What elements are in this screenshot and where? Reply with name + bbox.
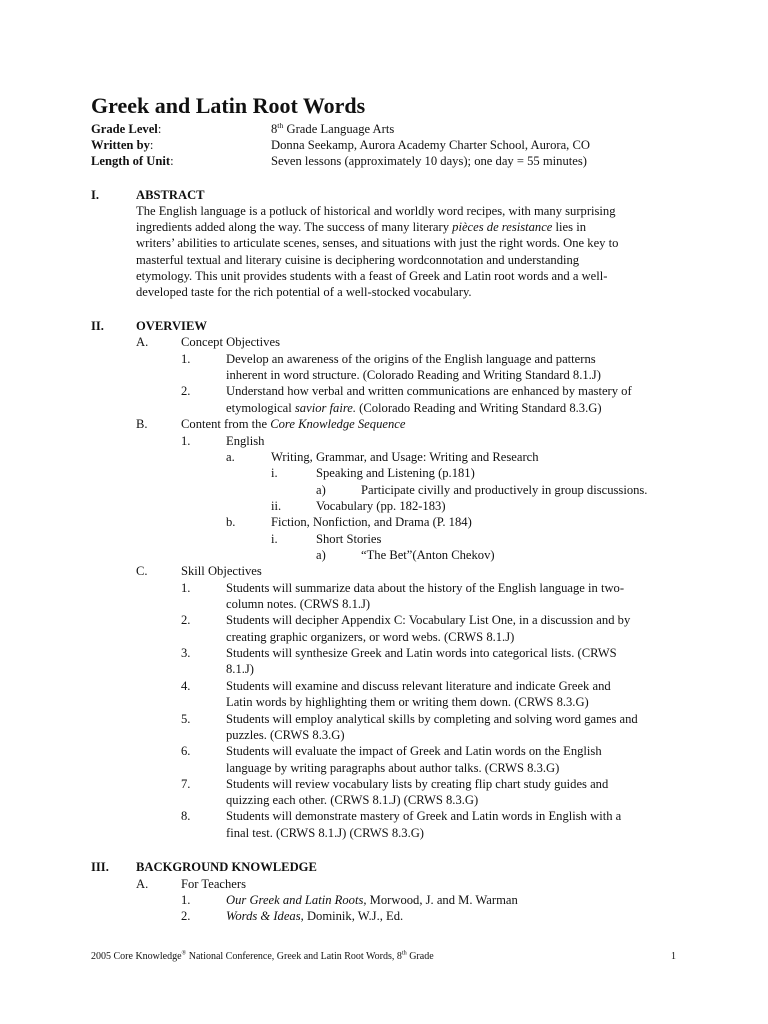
section-heading-overview: OVERVIEW [136,319,207,333]
reference-item: Our Greek and Latin Roots, Morwood, J. and M. Warman [226,893,518,907]
outline-number: 1. [181,581,191,595]
content-item: Speaking and Listening (p.181) [316,466,475,480]
length-of-unit-value: Seven lessons (approximately 10 days); one day = 55 minutes) [271,154,587,168]
skill-line: Students will employ analytical skills by completing and solving word games and [226,712,638,726]
outline-letter: A. [136,877,149,891]
objective-line: inherent in word structure. (Colorado Reading and Writing Standard 8.1.J) [226,368,601,382]
skill-objectives-label: Skill Objectives [181,564,262,578]
skill-line: creating graphic organizers, or word webs. (CRWS 8.1.J) [226,630,515,644]
outline-letter: C. [136,564,148,578]
skill-line: Latin words by highlighting them or writing them down. (CRWS 8.3.G) [226,695,589,709]
skill-line: 8.1.J) [226,662,254,676]
outline-sub: a) [316,548,326,562]
skill-line: Students will demonstrate mastery of Greek and Latin words in English with a [226,809,622,823]
length-of-unit-label: Length of Unit: [91,154,174,168]
skill-line: Students will evaluate the impact of Greek and Latin words on the English [226,744,602,758]
abstract-line: ingredients added along the way. The success of many literary pièces de resistance lies in [136,220,586,234]
section-heading-background: BACKGROUND KNOWLEDGE [136,860,317,874]
skill-line: puzzles. (CRWS 8.3.G) [226,728,345,742]
outline-number: 8. [181,809,191,823]
outline-number: 4. [181,679,191,693]
content-item: “The Bet”(Anton Chekov) [361,548,495,562]
skill-line: Students will decipher Appendix C: Vocabulary List One, in a discussion and by [226,613,631,627]
outline-number: 3. [181,646,191,660]
skill-line: Students will examine and discuss relevant literature and indicate Greek and [226,679,611,693]
skill-line: final test. (CRWS 8.1.J) (CRWS 8.3.G) [226,826,425,840]
section-numeral: III. [91,860,109,874]
abstract-line: developed taste for the rich potential of a well-stocked vocabulary. [136,285,472,299]
outline-number: 1. [181,352,191,366]
outline-number: 5. [181,712,191,726]
outline-letter: B. [136,417,148,431]
skill-line: Students will summarize data about the history of the English language in two- [226,581,625,595]
outline-number: 2. [181,384,191,398]
outline-number: 6. [181,744,191,758]
page-number: 1 [671,951,676,962]
written-by-value: Donna Seekamp, Aurora Academy Charter School, Aurora, CO [271,138,590,152]
abstract-line: writers’ abilities to articulate scenes, senses, and situations with just the right words. One key to [136,236,619,250]
outline-number: 1. [181,434,191,448]
abstract-line: The English language is a potluck of historical and worldly word recipes, with many surprising [136,204,616,218]
outline-number: 7. [181,777,191,791]
content-item: English [226,434,265,448]
section-heading-abstract: ABSTRACT [136,188,205,202]
content-item: Fiction, Nonfiction, and Drama (P. 184) [271,515,472,529]
skill-line: column notes. (CRWS 8.1.J) [226,597,371,611]
content-item: Writing, Grammar, and Usage: Writing and Research [271,450,539,464]
objective-line: Understand how verbal and written communications are enhanced by mastery of [226,384,632,398]
grade-level-value: 8th Grade Language Arts [271,120,395,136]
outline-number: 2. [181,909,191,923]
skill-line: Students will review vocabulary lists by creating flip chart study guides and [226,777,609,791]
document-title: Greek and Latin Root Words [91,93,366,118]
outline-number: 2. [181,613,191,627]
content-item: Short Stories [316,532,382,546]
outline-letter: b. [226,515,236,529]
objective-line: Develop an awareness of the origins of the English language and patterns [226,352,596,366]
section-numeral: II. [91,319,104,333]
outline-letter: a. [226,450,235,464]
content-label: Content from the Core Knowledge Sequence [181,417,406,431]
skill-line: Students will synthesize Greek and Latin words into categorical lists. (CRWS [226,646,617,660]
content-item: Vocabulary (pp. 182-183) [316,499,446,513]
concept-objectives-label: Concept Objectives [181,335,280,349]
outline-number: 1. [181,893,191,907]
skill-line: language by writing paragraphs about author talks. (CRWS 8.3.G) [226,761,560,775]
abstract-line: etymology. This unit provides students with a feast of Greek and Latin root words and a well- [136,269,608,283]
abstract-line: masterful textual and literary cuisine is deciphering wordconnotation and understanding [136,253,580,267]
outline-roman: ii. [271,499,282,513]
outline-roman: i. [271,466,278,480]
objective-line: etymological savior faire. (Colorado Reading and Writing Standard 8.3.G) [226,401,602,415]
skill-line: quizzing each other. (CRWS 8.1.J) (CRWS 8.3.G) [226,793,479,807]
for-teachers-label: For Teachers [181,877,246,891]
grade-level-label: Grade Level: [91,122,162,136]
content-item: Participate civilly and productively in group discussions. [361,483,648,497]
written-by-label: Written by: [91,138,154,152]
outline-letter: A. [136,335,149,349]
section-numeral: I. [91,188,100,202]
outline-roman: i. [271,532,278,546]
outline-sub: a) [316,483,326,497]
reference-item: Words & Ideas, Dominik, W.J., Ed. [226,909,404,923]
page-footer: 2005 Core Knowledge® National Conference, Greek and Latin Root Words, 8th Grade [91,949,434,962]
